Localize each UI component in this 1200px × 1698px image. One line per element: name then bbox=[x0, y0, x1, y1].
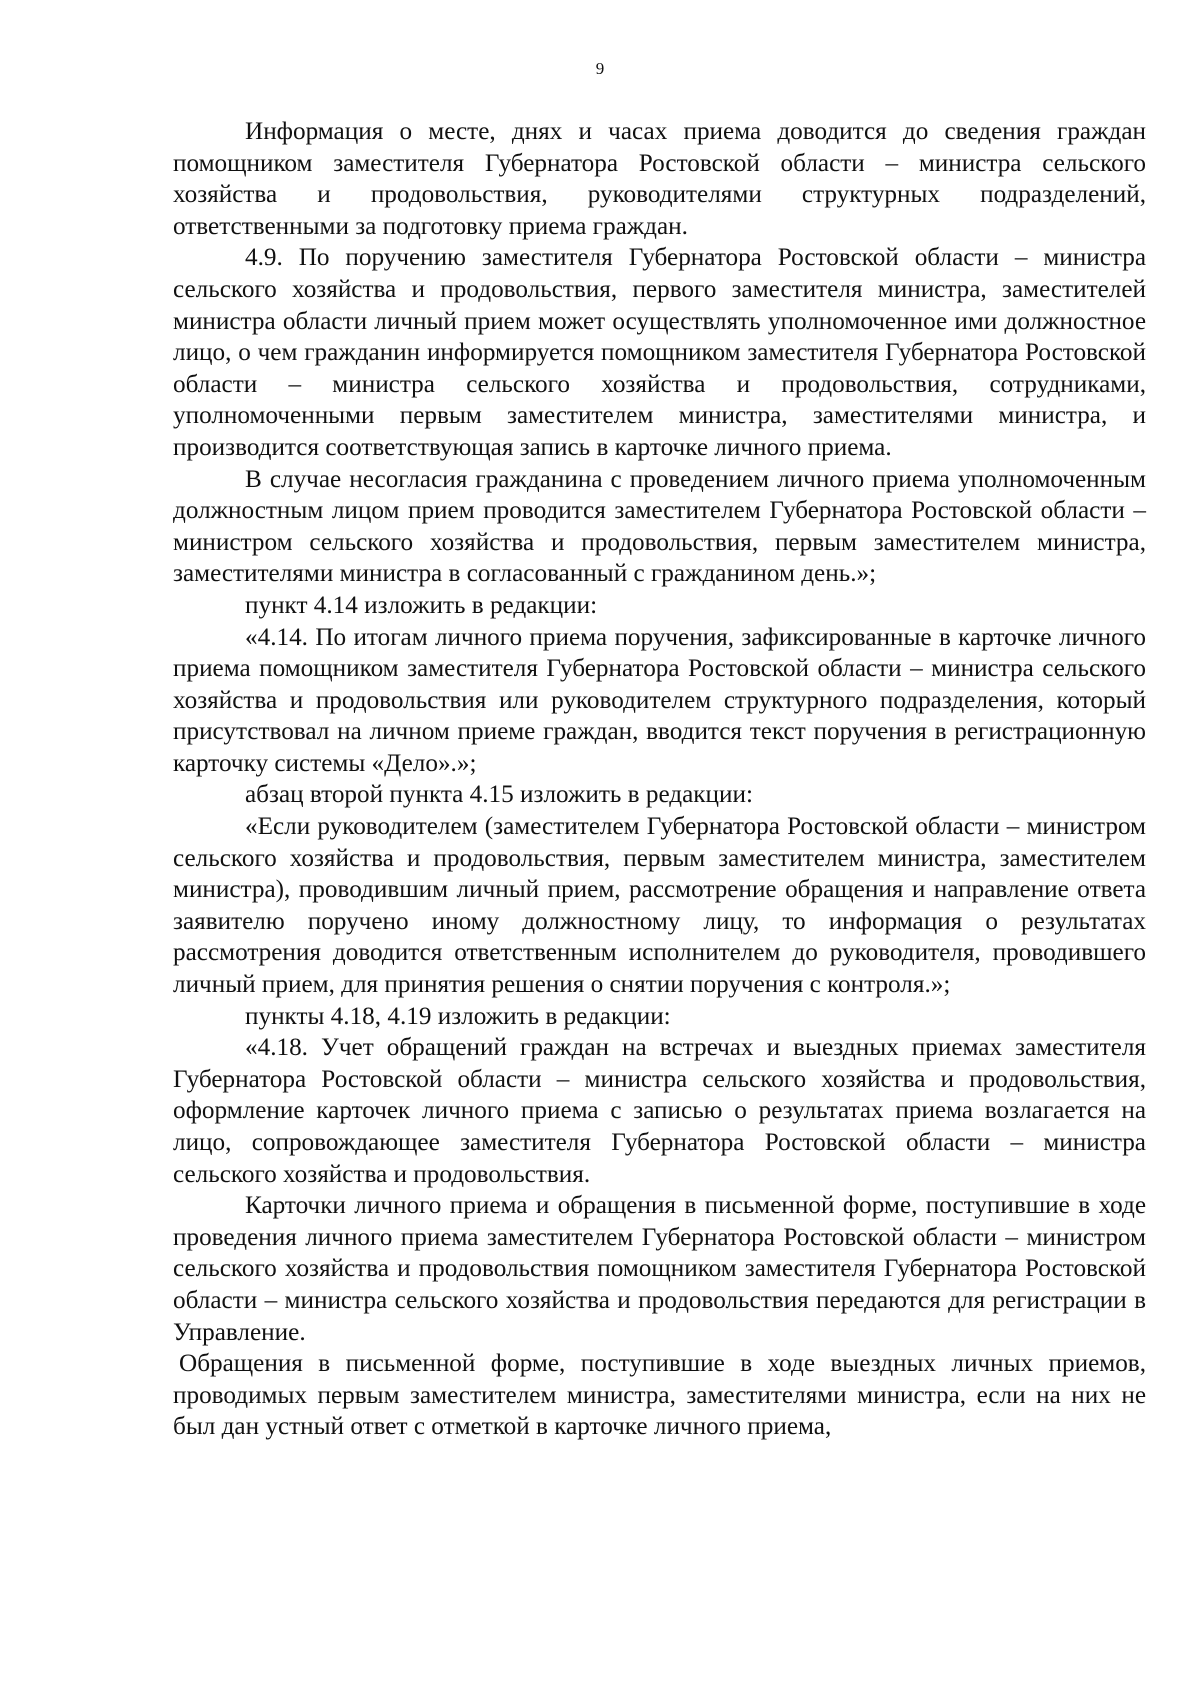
paragraph-4-9: 4.9. По поручению заместителя Губернатора Ростовской области – министра сельского хозяйства и продовольствия, первого заместителя министра, заместителей министра области личный прием может осуществлять уполномоченное ими должностное лицо, о чем гражданин информируется помощником заместителя Губернатора Ростовской области – министра сельского хозяйства и продовольствия, сотрудниками, уполномоченными первым заместителем министра, заместителями министра, и производится соответствующая запись в карточке личного приема. bbox=[173, 244, 1146, 461]
paragraph-written-appeals: Обращения в письменной форме, поступившие в ходе выездных личных приемов, проводимых первым заместителем министра, заместителями министра, если на них не был дан устный ответ с отметкой в карточке личного приема, bbox=[173, 1350, 1146, 1441]
paragraph-4-18: «4.18. Учет обращений граждан на встречах и выездных приемах заместителя Губернатора Ростовской области – министра сельского хозяйства и продовольствия, оформление карточек личного приема с записью о результатах приема возлагается на лицо, сопровождающее заместителя Губернатора Ростовской области – министра сельского хозяйства и продовольствия. bbox=[173, 1034, 1146, 1188]
paragraph-4-14: «4.14. По итогам личного приема поручения, зафиксированные в карточке личного приема помощником заместителя Губернатора Ростовской области – министра сельского хозяйства и продовольствия или руководителем структурного подразделения, который присутствовал на личном приеме граждан, вводится текст поручения в регистрационную карточку системы «Дело».»; bbox=[173, 623, 1146, 777]
paragraph-amend-4-14: пункт 4.14 изложить в редакции: bbox=[245, 591, 598, 619]
paragraph-reception-info: Информация о месте, днях и часах приема доводится до сведения граждан помощником заместителя Губернатора Ростовской области – министра сельского хозяйства и продовольствия, руководителями структурных подразделений, ответственными за подготовку приема граждан. bbox=[173, 118, 1146, 240]
document-body bbox=[173, 116, 1146, 1443]
paragraph-amend-4-15: абзац второй пункта 4.15 изложить в редакции: bbox=[245, 781, 753, 809]
page-number: 9 bbox=[595, 59, 605, 78]
paragraph-cards-registration: Карточки личного приема и обращения в письменной форме, поступившие в ходе проведения личного приема заместителем Губернатора Ростовской области – министром сельского хозяйства и продовольствия помощником заместителя Губернатора Ростовской области – министра сельского хозяйства и продовольствия передаются для регистрации в Управление. bbox=[173, 1192, 1146, 1346]
paragraph-amend-4-18-4-19: пункты 4.18, 4.19 изложить в редакции: bbox=[245, 1002, 671, 1030]
paragraph-disagreement: В случае несогласия гражданина с проведением личного приема уполномоченным должностным лицом прием проводится заместителем Губернатора Ростовской области – министром сельского хозяйства и продовольствия, первым заместителем министра, заместителями министра в согласованный с гражданином день.»; bbox=[173, 465, 1146, 588]
paragraph-4-15: «Если руководителем (заместителем Губернатора Ростовской области – министром сельского хозяйства и продовольствия, первым заместителем министра, заместителем министра), проводившим личный прием, рассмотрение обращения и направление ответа заявителю поручено иному должностному лицу, то информация о результатах рассмотрения доводится ответственным исполнителем до руководителя, проводившего личный прием, для принятия решения о снятии поручения с контроля.»; bbox=[173, 813, 1146, 999]
